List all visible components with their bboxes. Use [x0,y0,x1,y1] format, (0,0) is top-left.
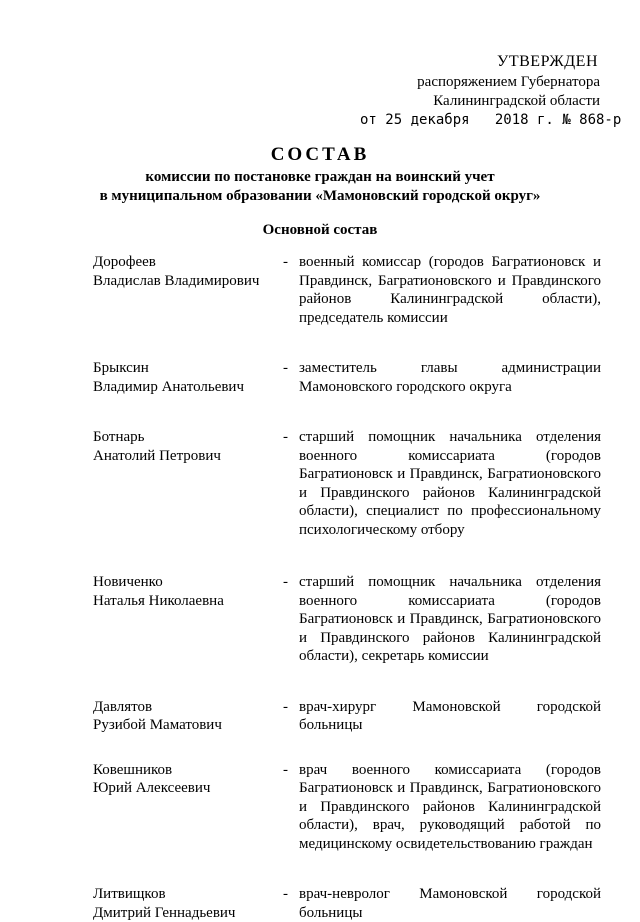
member-name [93,761,283,854]
member-name [93,573,283,666]
member-row [93,573,601,666]
separator-dash: - [283,428,299,539]
approval-heading: УТВЕРЖДЕН [360,52,600,71]
approval-order-number: от 25 декабря 2018 г. № 868-р [360,111,600,130]
member-surname: Брыксин [93,359,283,378]
member-given-name: Юрий Алексеевич [93,779,283,798]
member-role: врач военного комиссариата (городов Багратионовск и Правдинск, Багратионовского и Правдинского районов Калининградской области), врач, руководящий работой по медицинскому освидетельствованию граждан [299,761,601,854]
separator-dash: - [283,253,299,327]
member-role: заместитель главы администрации Мамоновского городского округа [299,359,601,396]
member-given-name: Владислав Владимирович [93,272,283,291]
member-row [93,359,601,396]
approval-line-2: Калининградской области [360,92,600,111]
member-surname: Новиченко [93,573,283,592]
members-list [93,253,601,922]
member-given-name: Дмитрий Геннадьевич [93,904,283,922]
separator-dash: - [283,359,299,396]
member-role: старший помощник начальника отделения военного комиссариата (городов Багратионовск и Правдинск, Багратионовского и Правдинского районов Калининградской области), секретарь комиссии [299,573,601,666]
approval-stamp [360,52,600,130]
title-subtitle-1: комиссии по постановке граждан на воинский учет [0,168,640,187]
member-row [93,428,601,539]
member-given-name: Рузибой Маматович [93,716,283,735]
member-given-name: Владимир Анатольевич [93,378,283,397]
member-given-name: Анатолий Петрович [93,447,283,466]
title-subtitle-2: в муниципальном образовании «Мамоновский городской округ» [0,187,640,206]
document-title [0,145,640,206]
member-surname: Дорофеев [93,253,283,272]
approval-line-1: распоряжением Губернатора [360,73,600,92]
separator-dash: - [283,761,299,854]
member-role: врач-невролог Мамоновской городской больницы [299,885,601,922]
member-surname: Литвищков [93,885,283,904]
member-name [93,359,283,396]
member-given-name: Наталья Николаевна [93,592,283,611]
separator-dash: - [283,698,299,735]
member-row [93,698,601,735]
member-surname: Ботнарь [93,428,283,447]
title-main: СОСТАВ [0,145,640,164]
member-name [93,698,283,735]
member-name [93,885,283,922]
member-row [93,885,601,922]
member-surname: Давлятов [93,698,283,717]
separator-dash: - [283,885,299,922]
separator-dash: - [283,573,299,666]
member-role: старший помощник начальника отделения военного комиссариата (городов Багратионовск и Правдинск, Багратионовского и Правдинского районов Калининградской области), специалист по профессиональному психологическому отбору [299,428,601,539]
section-heading: Основной состав [0,222,640,239]
member-name [93,428,283,539]
member-role: военный комиссар (городов Багратионовск и Правдинск, Багратионовского и Правдинского районов Калининградской области), председатель комиссии [299,253,601,327]
member-surname: Ковешников [93,761,283,780]
member-name [93,253,283,327]
member-row [93,761,601,854]
member-role: врач-хирург Мамоновской городской больницы [299,698,601,735]
member-row [93,253,601,327]
